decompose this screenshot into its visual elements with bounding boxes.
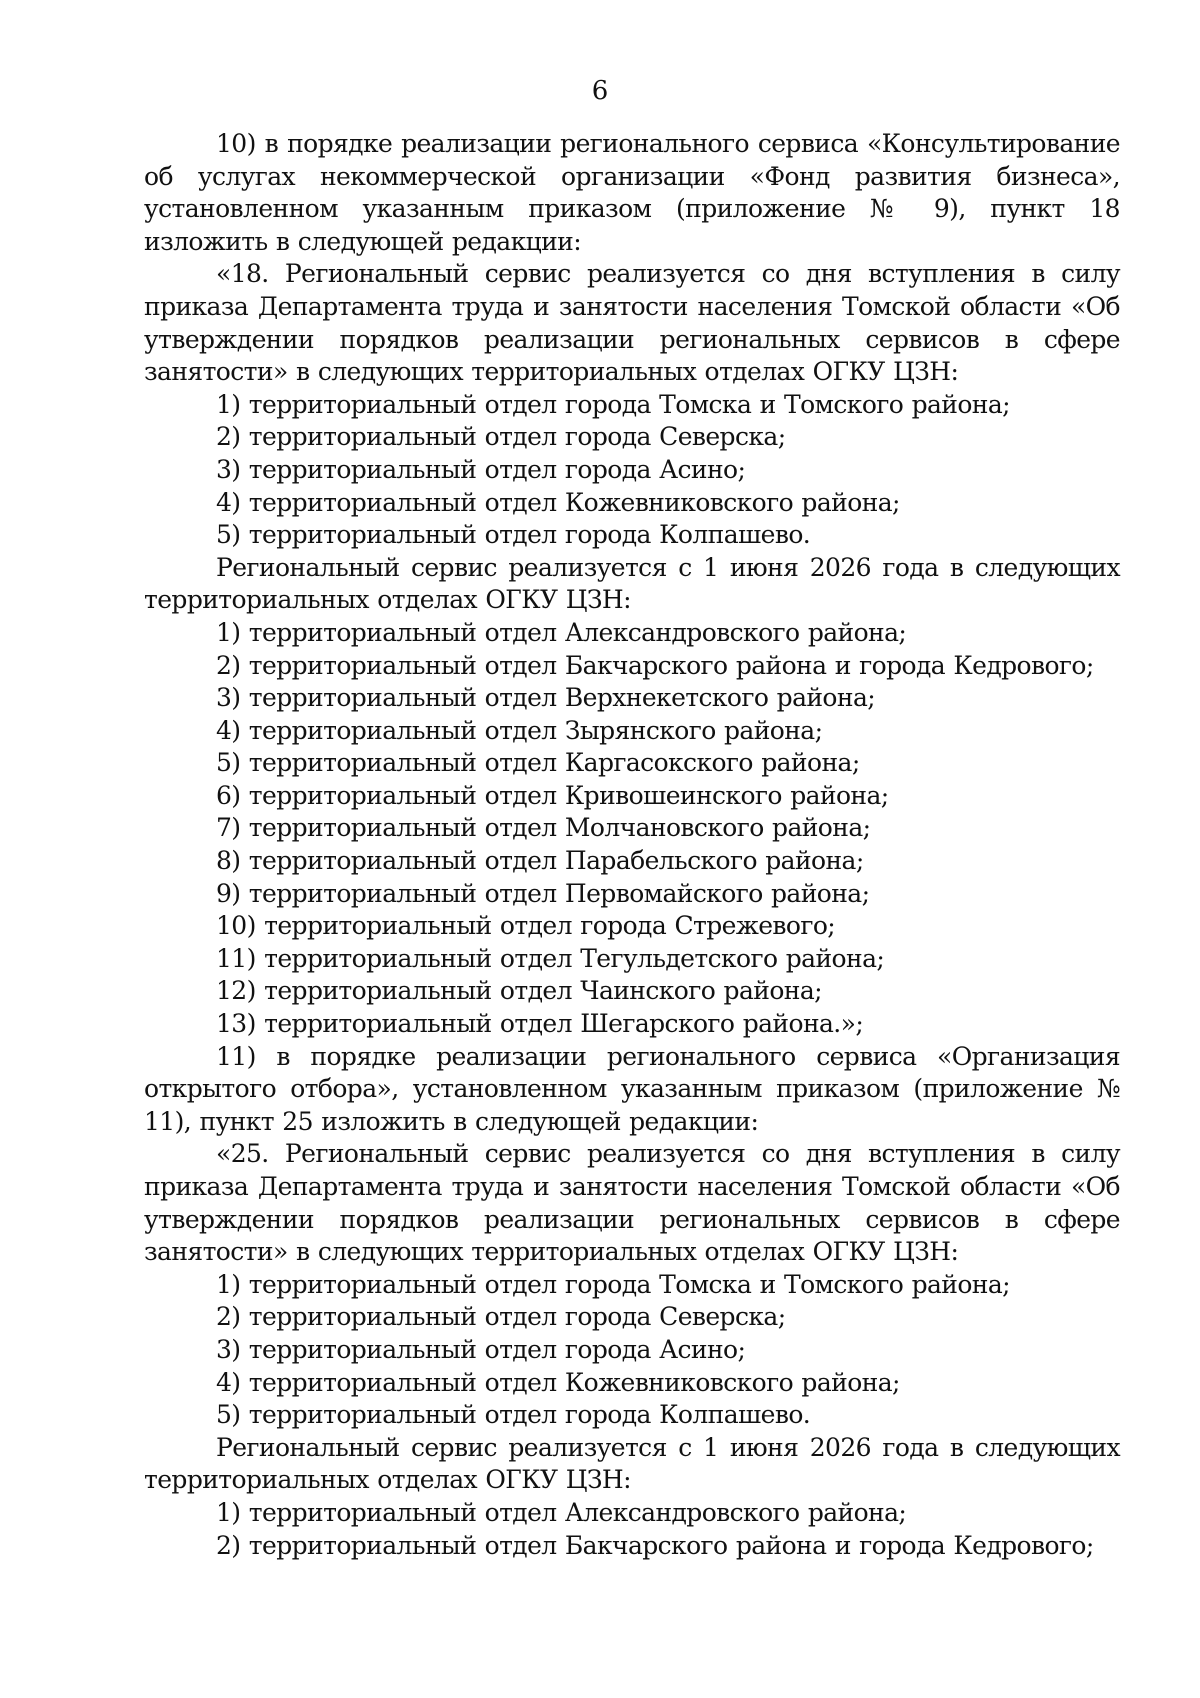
list-item: 8) территориальный отдел Парабельского района;	[216, 846, 864, 876]
paragraph: Региональный сервис реализуется с 1 июня 2026 года в следующих территориальных отделах ОГКУ ЦЗН:	[144, 1432, 1120, 1495]
list-item: 13) территориальный отдел Шегарского района.»;	[216, 1009, 864, 1039]
paragraph: Региональный сервис реализуется с 1 июня 2026 года в следующих территориальных отделах ОГКУ ЦЗН:	[144, 552, 1120, 615]
list-item: 7) территориальный отдел Молчановского района;	[216, 813, 871, 843]
list-item: 2) территориальный отдел Бакчарского района и города Кедрового;	[216, 1530, 1094, 1560]
list-item: 5) территориальный отдел города Колпашево.	[216, 1400, 811, 1430]
list-item: 4) территориальный отдел Кожевниковского района;	[216, 487, 900, 517]
list-item: 2) территориальный отдел города Северска;	[216, 1302, 786, 1332]
list-item: 5) территориальный отдел города Колпашево.	[216, 520, 811, 550]
list-item: 4) территориальный отдел Зырянского района;	[216, 715, 823, 745]
list-item: 12) территориальный отдел Чаинского района;	[216, 976, 822, 1006]
paragraph: «18. Региональный сервис реализуется со дня вступления в силу приказа Департамента труда и занятости населения Томской области «Об утверждении порядков реализации региональных сервисов в сфере занятости» в следующих территориальных отделах ОГКУ ЦЗН:	[144, 259, 1120, 387]
document-body	[144, 128, 1120, 1562]
list-item: 3) территориальный отдел Верхнекетского района;	[216, 683, 876, 713]
list-item: 6) территориальный отдел Кривошеинского района;	[216, 780, 889, 810]
list-item: 1) территориальный отдел города Томска и Томского района;	[216, 389, 1010, 419]
list-item: 10) территориальный отдел города Стрежевого;	[216, 911, 836, 941]
list-item: 1) территориальный отдел города Томска и Томского района;	[216, 1269, 1010, 1299]
list-item: 3) территориальный отдел города Асино;	[216, 454, 746, 484]
page-number: 6	[591, 76, 609, 106]
list-item: 1) территориальный отдел Александровского района;	[216, 617, 907, 647]
list-item: 9) территориальный отдел Первомайского района;	[216, 878, 870, 908]
list-item: 2) территориальный отдел города Северска;	[216, 422, 786, 452]
paragraph: 10) в порядке реализации регионального сервиса «Консультирование об услугах некоммерческой организации «Фонд развития бизнеса», установленном указанным приказом (приложение № 9), пункт 18 изложить в следующей редакции:	[144, 129, 1120, 256]
paragraph: «25. Региональный сервис реализуется со дня вступления в силу приказа Департамента труда и занятости населения Томской области «Об утверждении порядков реализации региональных сервисов в сфере занятости» в следующих территориальных отделах ОГКУ ЦЗН:	[144, 1139, 1120, 1267]
list-item: 4) территориальный отдел Кожевниковского района;	[216, 1367, 900, 1397]
paragraph: 11) в порядке реализации регионального сервиса «Организация открытого отбора», установленном указанным приказом (приложение № 11), пункт 25 изложить в следующей редакции:	[144, 1041, 1120, 1136]
list-item: 11) территориальный отдел Тегульдетского района;	[216, 943, 885, 973]
list-item: 3) территориальный отдел города Асино;	[216, 1334, 746, 1364]
list-item: 5) территориальный отдел Каргасокского района;	[216, 748, 860, 778]
list-item: 1) территориальный отдел Александровского района;	[216, 1497, 907, 1527]
list-item: 2) территориальный отдел Бакчарского района и города Кедрового;	[216, 650, 1094, 680]
